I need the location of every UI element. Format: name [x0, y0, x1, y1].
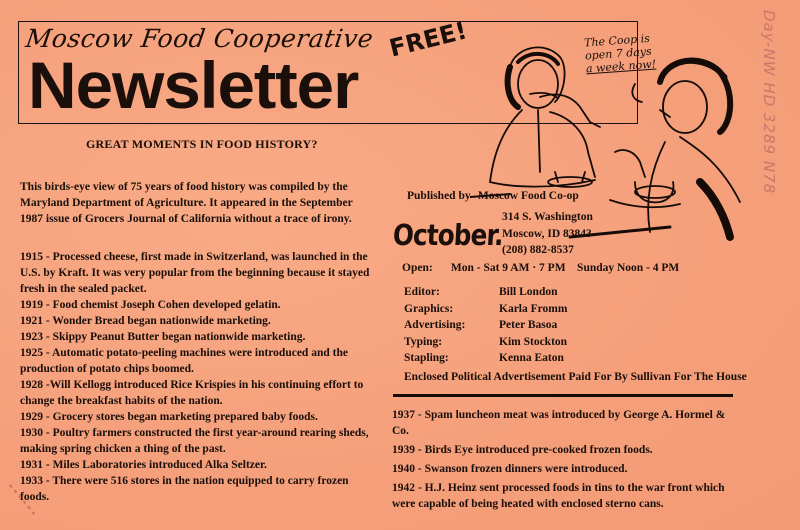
staff-name: Kenna Eaton: [499, 352, 564, 364]
hours-sunday: Sunday Noon - 4 PM: [577, 262, 680, 274]
staff-row: [404, 286, 567, 303]
publisher-name: Moscow Food Co-op: [477, 190, 579, 202]
staff-row: [404, 336, 567, 353]
publisher-label: Published by: [407, 190, 471, 202]
staff-role: Stapling:: [404, 352, 449, 364]
history-item: 1915 - Processed cheese, first made in Switzerland, was launched in the U.S. by Kraft. It was very popular from the beginning because it stayed fresh in the sealed packet.: [20, 251, 370, 295]
history-list-left: [20, 249, 370, 505]
staff-row: [404, 319, 567, 336]
hours-label: Open:: [402, 262, 433, 274]
issue-month: October.: [391, 218, 504, 252]
staff-name: Bill London: [499, 286, 558, 298]
history-item: 1923 - Skippy Peanut Butter began nationwide marketing.: [20, 331, 306, 343]
divider-rule: [393, 394, 733, 397]
section-title: GREAT MOMENTS IN FOOD HISTORY?: [86, 137, 318, 151]
history-item: 1940 - Swanson frozen dinners were introduced.: [392, 463, 628, 475]
speech-bubble-line: The Coop is: [583, 31, 651, 50]
staff-name: Peter Basoa: [499, 319, 558, 331]
speech-bubble-line: a week now!: [585, 57, 657, 76]
catalog-pencil-note: Day-NW HD 3289 N78: [760, 10, 778, 195]
staff-role: Advertising:: [404, 319, 466, 331]
store-hours: [402, 262, 679, 274]
enclosed-note: Enclosed Political Advertisement Paid For By Sullivan For The House: [404, 371, 747, 383]
masthead-script-title: Moscow Food Cooperative: [23, 24, 376, 53]
staff-name: Kim Stockton: [499, 335, 568, 348]
publisher-line: [407, 190, 579, 202]
staff-role: Editor:: [404, 286, 440, 298]
free-label: FREE!: [386, 16, 470, 63]
intro-paragraph: This birds-eye view of 75 years of food history was compiled by the Maryland Department of Agriculture. It appeared in the September 1987 issue of Grocers Journal of California without a trace of irony.: [20, 181, 353, 225]
history-item: 1919 - Food chemist Joseph Cohen developed gelatin.: [20, 299, 281, 311]
history-list-right: [392, 407, 742, 515]
staff-name: Karla Fromm: [499, 302, 568, 315]
history-item: 1925 - Automatic potato-peeling machines were introduced and the production of potato chips boomed.: [20, 347, 348, 375]
address-phone: (208) 882-8537: [502, 244, 574, 256]
address-street: 314 S. Washington: [502, 211, 593, 223]
hours-weekday: Mon - Sat 9 AM · 7 PM: [450, 262, 566, 274]
history-item: 1931 - Miles Laboratories introduced Alka Seltzer.: [20, 459, 267, 471]
staff-role: Graphics:: [404, 302, 454, 315]
paper-smudge-icon: [5, 480, 45, 520]
history-item: 1928 -Will Kellogg introduced Rice Krispies in his continuing effort to change the breakfast habits of the nation.: [20, 379, 364, 407]
staff-row: [404, 352, 567, 369]
speech-bubble-line: open 7 days: [584, 44, 653, 63]
history-item: 1933 - There were 516 stores in the nation equipped to carry frozen foods.: [20, 475, 349, 503]
speech-bubble: [584, 32, 657, 76]
history-item: 1942 - H.J. Heinz sent processed foods in tins to the war front which were capable of being heated with enclosed sterno cans.: [392, 482, 725, 510]
masthead-title: Newsletter: [28, 48, 359, 122]
address-city: Moscow, ID 83843: [502, 227, 592, 240]
history-item: 1921 - Wonder Bread began nationwide marketing.: [20, 315, 271, 327]
staff-row: [404, 303, 567, 320]
history-item: 1939 - Birds Eye introduced pre-cooked frozen foods.: [392, 444, 653, 456]
history-item: 1929 - Grocery stores began marketing prepared baby foods.: [20, 411, 318, 423]
publisher-address: [502, 209, 593, 259]
history-item: 1937 - Spam luncheon meat was introduced by George A. Hormel & Co.: [392, 409, 726, 437]
history-item: 1930 - Poultry farmers constructed the first year-around rearing sheds, making spring chicken a thing of the past.: [20, 427, 369, 455]
staff-role: Typing:: [404, 335, 443, 348]
staff-credits: [404, 286, 567, 369]
